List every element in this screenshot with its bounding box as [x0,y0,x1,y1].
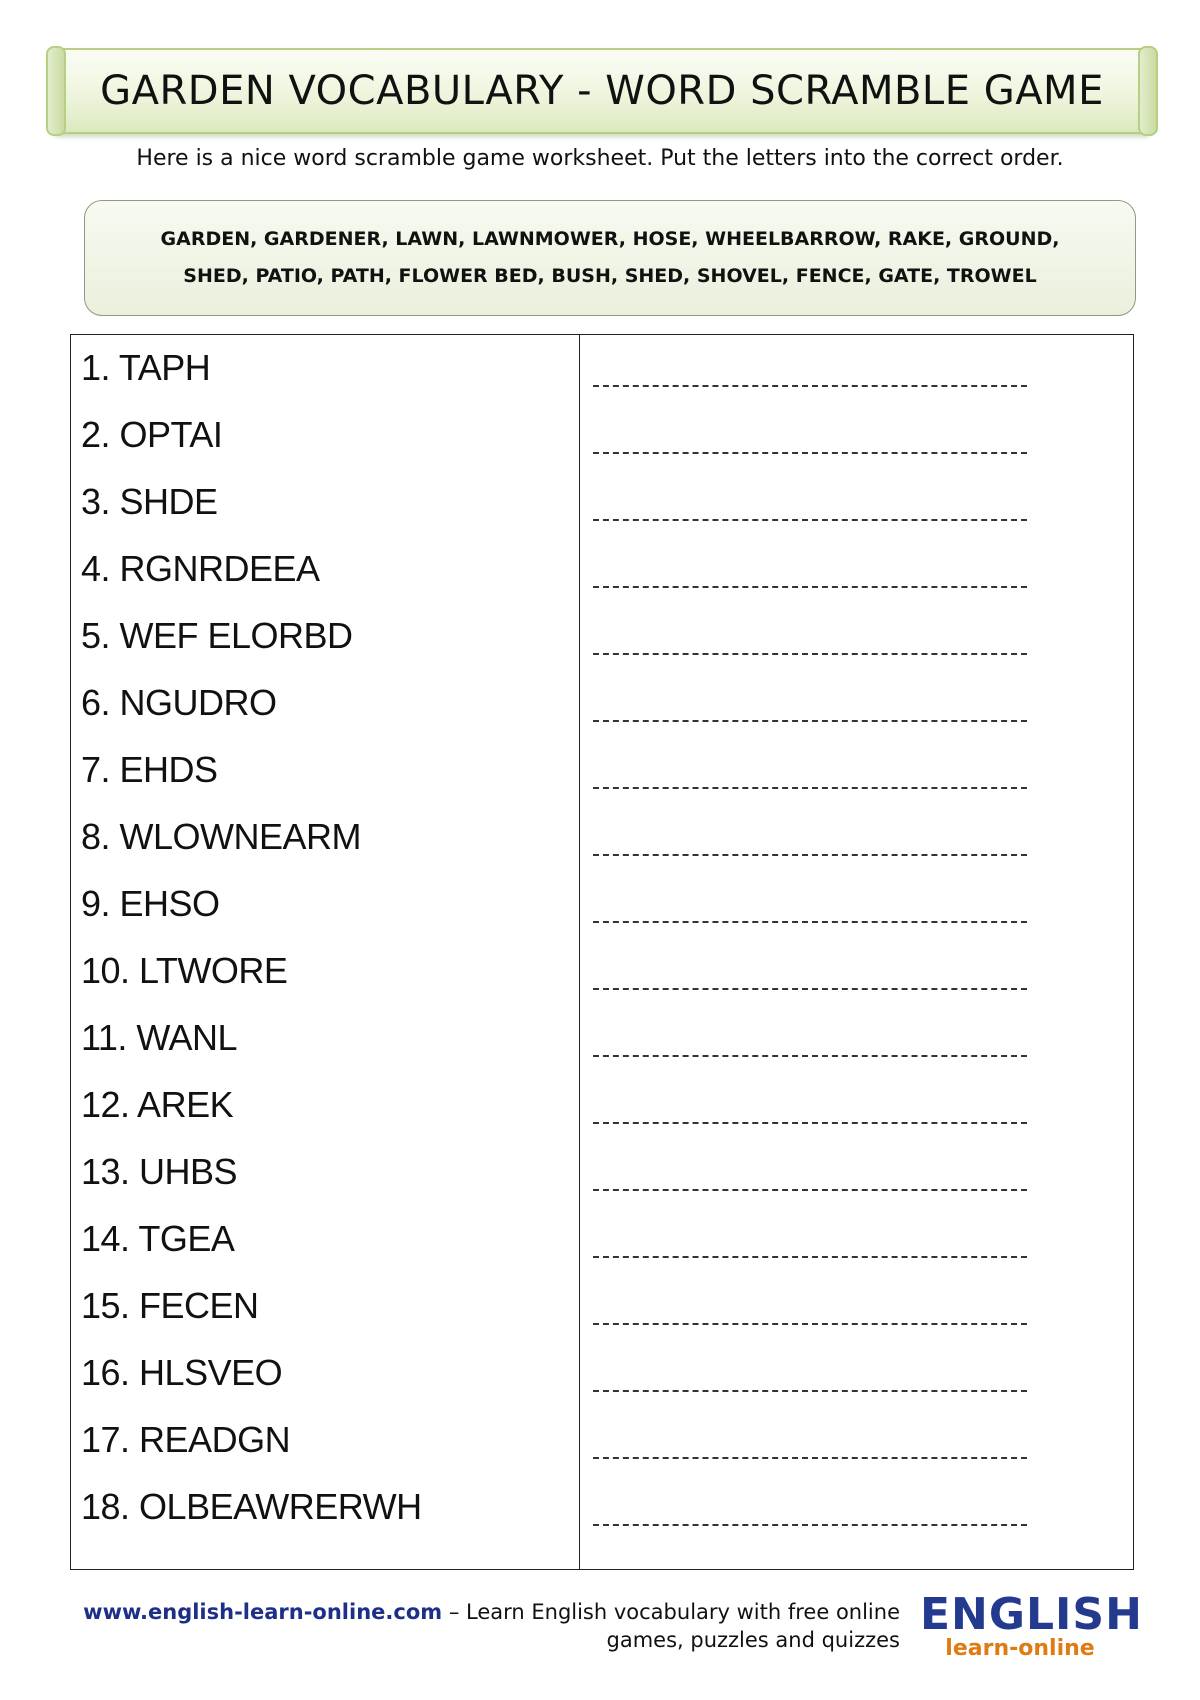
answer-blank[interactable] [593,586,1027,588]
exercise-row [71,477,1133,544]
scrambled-word: 12. AREK [81,1084,234,1125]
word-bank-line-2: SHED, PATIO, PATH, FLOWER BED, BUSH, SHED, SHOVEL, FENCE, GATE, TROWEL [183,265,1037,287]
answer-blank[interactable] [593,1055,1027,1057]
scrambled-word: 9. EHSO [81,883,220,924]
exercise-row [71,1080,1133,1147]
answer-blank[interactable] [593,1189,1027,1191]
answer-blank[interactable] [593,1390,1027,1392]
page-title: GARDEN VOCABULARY - WORD SCRAMBLE GAME [100,68,1104,114]
answer-blank[interactable] [593,720,1027,722]
footer-tagline-1: – Learn English vocabulary with free online [442,1600,900,1624]
banner-scroll-right [1138,46,1158,136]
english-learn-online-logo[interactable] [920,1589,1143,1661]
exercise-row [71,544,1133,611]
answer-blank[interactable] [593,385,1027,387]
scrambled-word: 18. OLBEAWRERWH [81,1486,422,1527]
exercise-row [71,1348,1133,1415]
answer-blank[interactable] [593,1256,1027,1258]
title-banner [54,48,1150,134]
exercise-row [71,1415,1133,1482]
scrambled-word: 6. NGUDRO [81,682,277,723]
exercise-row [71,1482,1133,1549]
scrambled-word: 16. HLSVEO [81,1352,283,1393]
answer-blank[interactable] [593,1457,1027,1459]
exercise-row [71,1214,1133,1281]
answer-blank[interactable] [593,1524,1027,1526]
logo-word-learn-online: learn-online [945,1636,1095,1661]
scrambled-word: 13. UHBS [81,1151,238,1192]
scrambled-word: 15. FECEN [81,1285,259,1326]
scrambled-word: 7. EHDS [81,749,218,790]
scrambled-word: 17. READGN [81,1419,291,1460]
footer-line-1 [50,1598,900,1626]
footer-text [50,1598,900,1654]
answer-blank[interactable] [593,787,1027,789]
scrambled-word: 4. RGNRDEEA [81,548,320,589]
answer-blank[interactable] [593,1122,1027,1124]
exercise-row [71,678,1133,745]
scrambled-word: 5. WEF ELORBD [81,615,353,656]
scrambled-word: 11. WANL [81,1017,238,1058]
answer-blank[interactable] [593,854,1027,856]
exercise-row [71,1013,1133,1080]
scrambled-word: 1. TAPH [81,347,211,388]
answer-blank[interactable] [593,988,1027,990]
answer-blank[interactable] [593,452,1027,454]
word-bank [84,200,1136,316]
scrambled-word: 3. SHDE [81,481,218,522]
scrambled-word: 2. OPTAI [81,414,223,455]
answer-blank[interactable] [593,1323,1027,1325]
scrambled-word: 14. TGEA [81,1218,235,1259]
scrambled-word: 8. WLOWNEARM [81,816,362,857]
banner-scroll-left [46,46,66,136]
exercise-row [71,812,1133,879]
exercise-row [71,745,1133,812]
exercise-table [70,334,1134,1570]
exercise-row [71,946,1133,1013]
answer-blank[interactable] [593,921,1027,923]
exercise-row [71,611,1133,678]
exercise-row [71,410,1133,477]
exercise-row [71,343,1133,410]
logo-word-english: ENGLISH [920,1589,1143,1640]
footer-tagline-2: games, puzzles and quizzes [606,1628,900,1652]
intro-text: Here is a nice word scramble game worksheet. Put the letters into the correct order. [136,146,1064,171]
scrambled-word: 10. LTWORE [81,950,288,991]
exercise-row [71,1147,1133,1214]
footer-url-link[interactable]: www.english-learn-online.com [83,1600,443,1624]
exercise-row [71,879,1133,946]
answer-blank[interactable] [593,519,1027,521]
word-bank-line-1: GARDEN, GARDENER, LAWN, LAWNMOWER, HOSE, WHEELBARROW, RAKE, GROUND, [160,228,1060,250]
exercise-row [71,1281,1133,1348]
answer-blank[interactable] [593,653,1027,655]
